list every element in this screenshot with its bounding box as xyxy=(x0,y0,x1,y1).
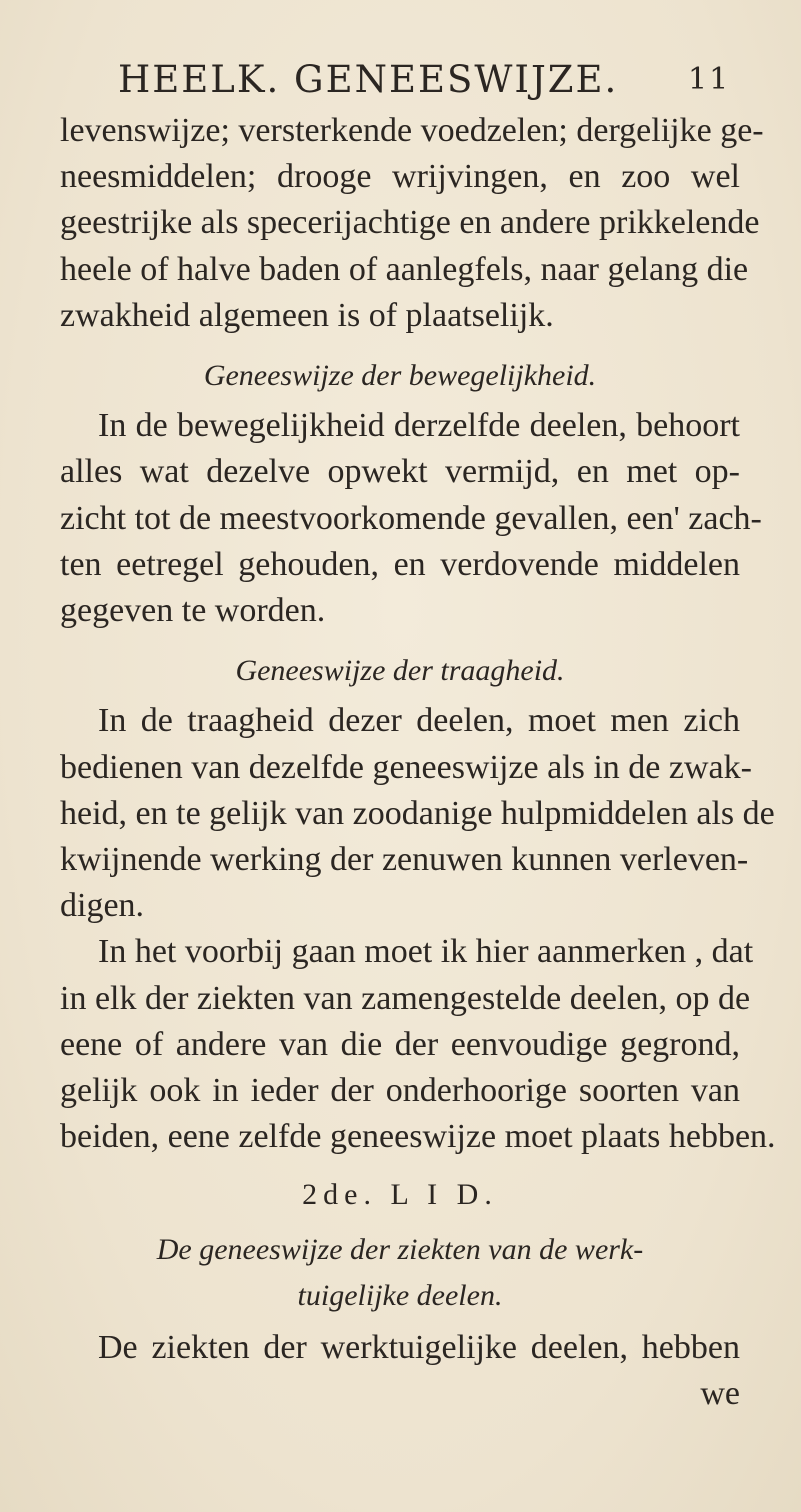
text-line: gelijk ook in ieder der onderhoorige soorten van xyxy=(60,1072,740,1110)
text-line: bedienen van dezelfde geneeswijze als in de zwak- xyxy=(60,748,752,786)
section-heading: De geneeswijze der ziekten van de werk- xyxy=(156,1232,644,1266)
text-line: digen. xyxy=(60,887,145,925)
text-line: ten eetregel gehouden, en verdovende middelen xyxy=(60,545,740,583)
text-line: beiden, eene zelfde geneeswijze moet plaats hebben. xyxy=(60,1118,776,1156)
text-line: neesmiddelen; drooge wrijvingen, en zoo wel xyxy=(60,158,740,196)
body-text xyxy=(60,108,776,1417)
running-header xyxy=(118,58,748,101)
text-line: alles wat dezelve opwekt vermijd, en met op- xyxy=(60,453,740,491)
text-line: geestrijke als specerijachtige en andere prikkelende xyxy=(60,204,760,242)
section-heading: tuigelijke deelen. xyxy=(297,1278,503,1312)
text-line: In de bewegelijkheid derzelfde deelen, behoort xyxy=(98,407,740,445)
text-line: eene of andere van die der eenvoudige gegrond, xyxy=(60,1025,740,1063)
text-line: in elk der ziekten van zamengestelde deelen, op de xyxy=(60,979,751,1017)
section-heading: Geneeswijze der bewegelijkheid. xyxy=(203,359,597,393)
text-line: zwakheid algemeen is of plaatselijk. xyxy=(60,296,554,334)
text-line: In het voorbij gaan moet ik hier aanmerken , dat xyxy=(98,933,754,971)
text-line: heid, en te gelijk van zoodanige hulpmiddelen als de xyxy=(60,794,775,832)
section-heading: Geneeswijze der traagheid. xyxy=(235,654,565,688)
text-line: In de traagheid dezer deelen, moet men zich xyxy=(98,702,740,740)
text-line: heele of halve baden of aanlegfels, naar gelang die xyxy=(60,250,749,288)
header-title: HEELK. GENEESWIJZE. xyxy=(118,58,619,101)
part-title: 2de. L I D. xyxy=(302,1178,498,1212)
text-line: levenswijze; versterkende voedzelen; dergelijke ge- xyxy=(60,112,764,149)
text-line: gegeven te worden. xyxy=(60,592,326,630)
text-line: zicht tot de meestvoorkomende gevallen, een' zach- xyxy=(60,499,762,537)
catchword: we xyxy=(700,1375,740,1413)
page-number: 11 xyxy=(688,62,731,97)
text-line: kwijnende werking der zenuwen kunnen verleven- xyxy=(60,841,749,879)
text-line: De ziekten der werktuigelijke deelen, hebben xyxy=(98,1329,740,1367)
